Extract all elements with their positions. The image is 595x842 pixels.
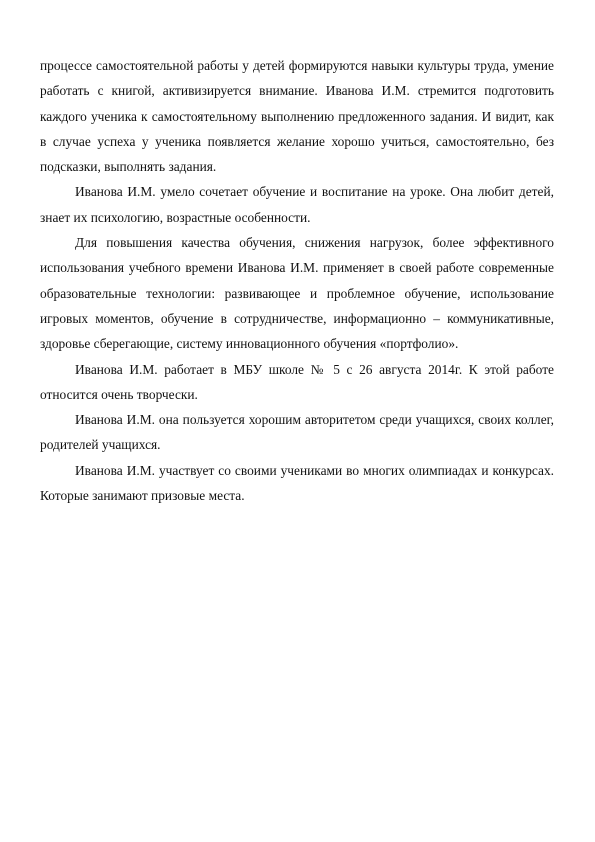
paragraph-continuation: процессе самостоятельной работы у детей формируются навыки культуры труда, умение работать с книгой, активизируется внимание. Иванова И.М. стремится подготовить каждого ученика к самостоятельному выполнению предложенного задания. И видит, как в случае успеха у ученика появляется желание хорошо учиться, самостоятельно, без подсказки, выполнять задания. bbox=[40, 58, 554, 175]
paragraph-authority: Иванова И.М. она пользуется хорошим авторитетом среди учащихся, своих коллег, родителей учащихся. bbox=[40, 412, 554, 453]
paragraph-technologies: Для повышения качества обучения, снижения нагрузок, более эффективного использования учебного времени Иванова И.М. применяет в своей работе современные образовательные технологии: развивающее и проблемное обучение, использование игровых моментов, обучение в сотрудничестве, информационно – коммуникативные, здоровье сберегающие, систему инновационного обучения «портфолио». bbox=[40, 235, 554, 352]
paragraph-teaching-style: Иванова И.М. умело сочетает обучение и воспитание на уроке. Она любит детей, знает их психологию, возрастные особенности. bbox=[40, 184, 554, 225]
paragraph-employment: Иванова И.М. работает в МБУ школе № 5 с 26 августа 2014г. К этой работе относится очень творчески. bbox=[40, 361, 554, 402]
document-body bbox=[40, 53, 554, 508]
paragraph-olympiads: Иванова И.М. участвует со своими учениками во многих олимпиадах и конкурсах. Которые занимают призовые места. bbox=[40, 462, 554, 504]
